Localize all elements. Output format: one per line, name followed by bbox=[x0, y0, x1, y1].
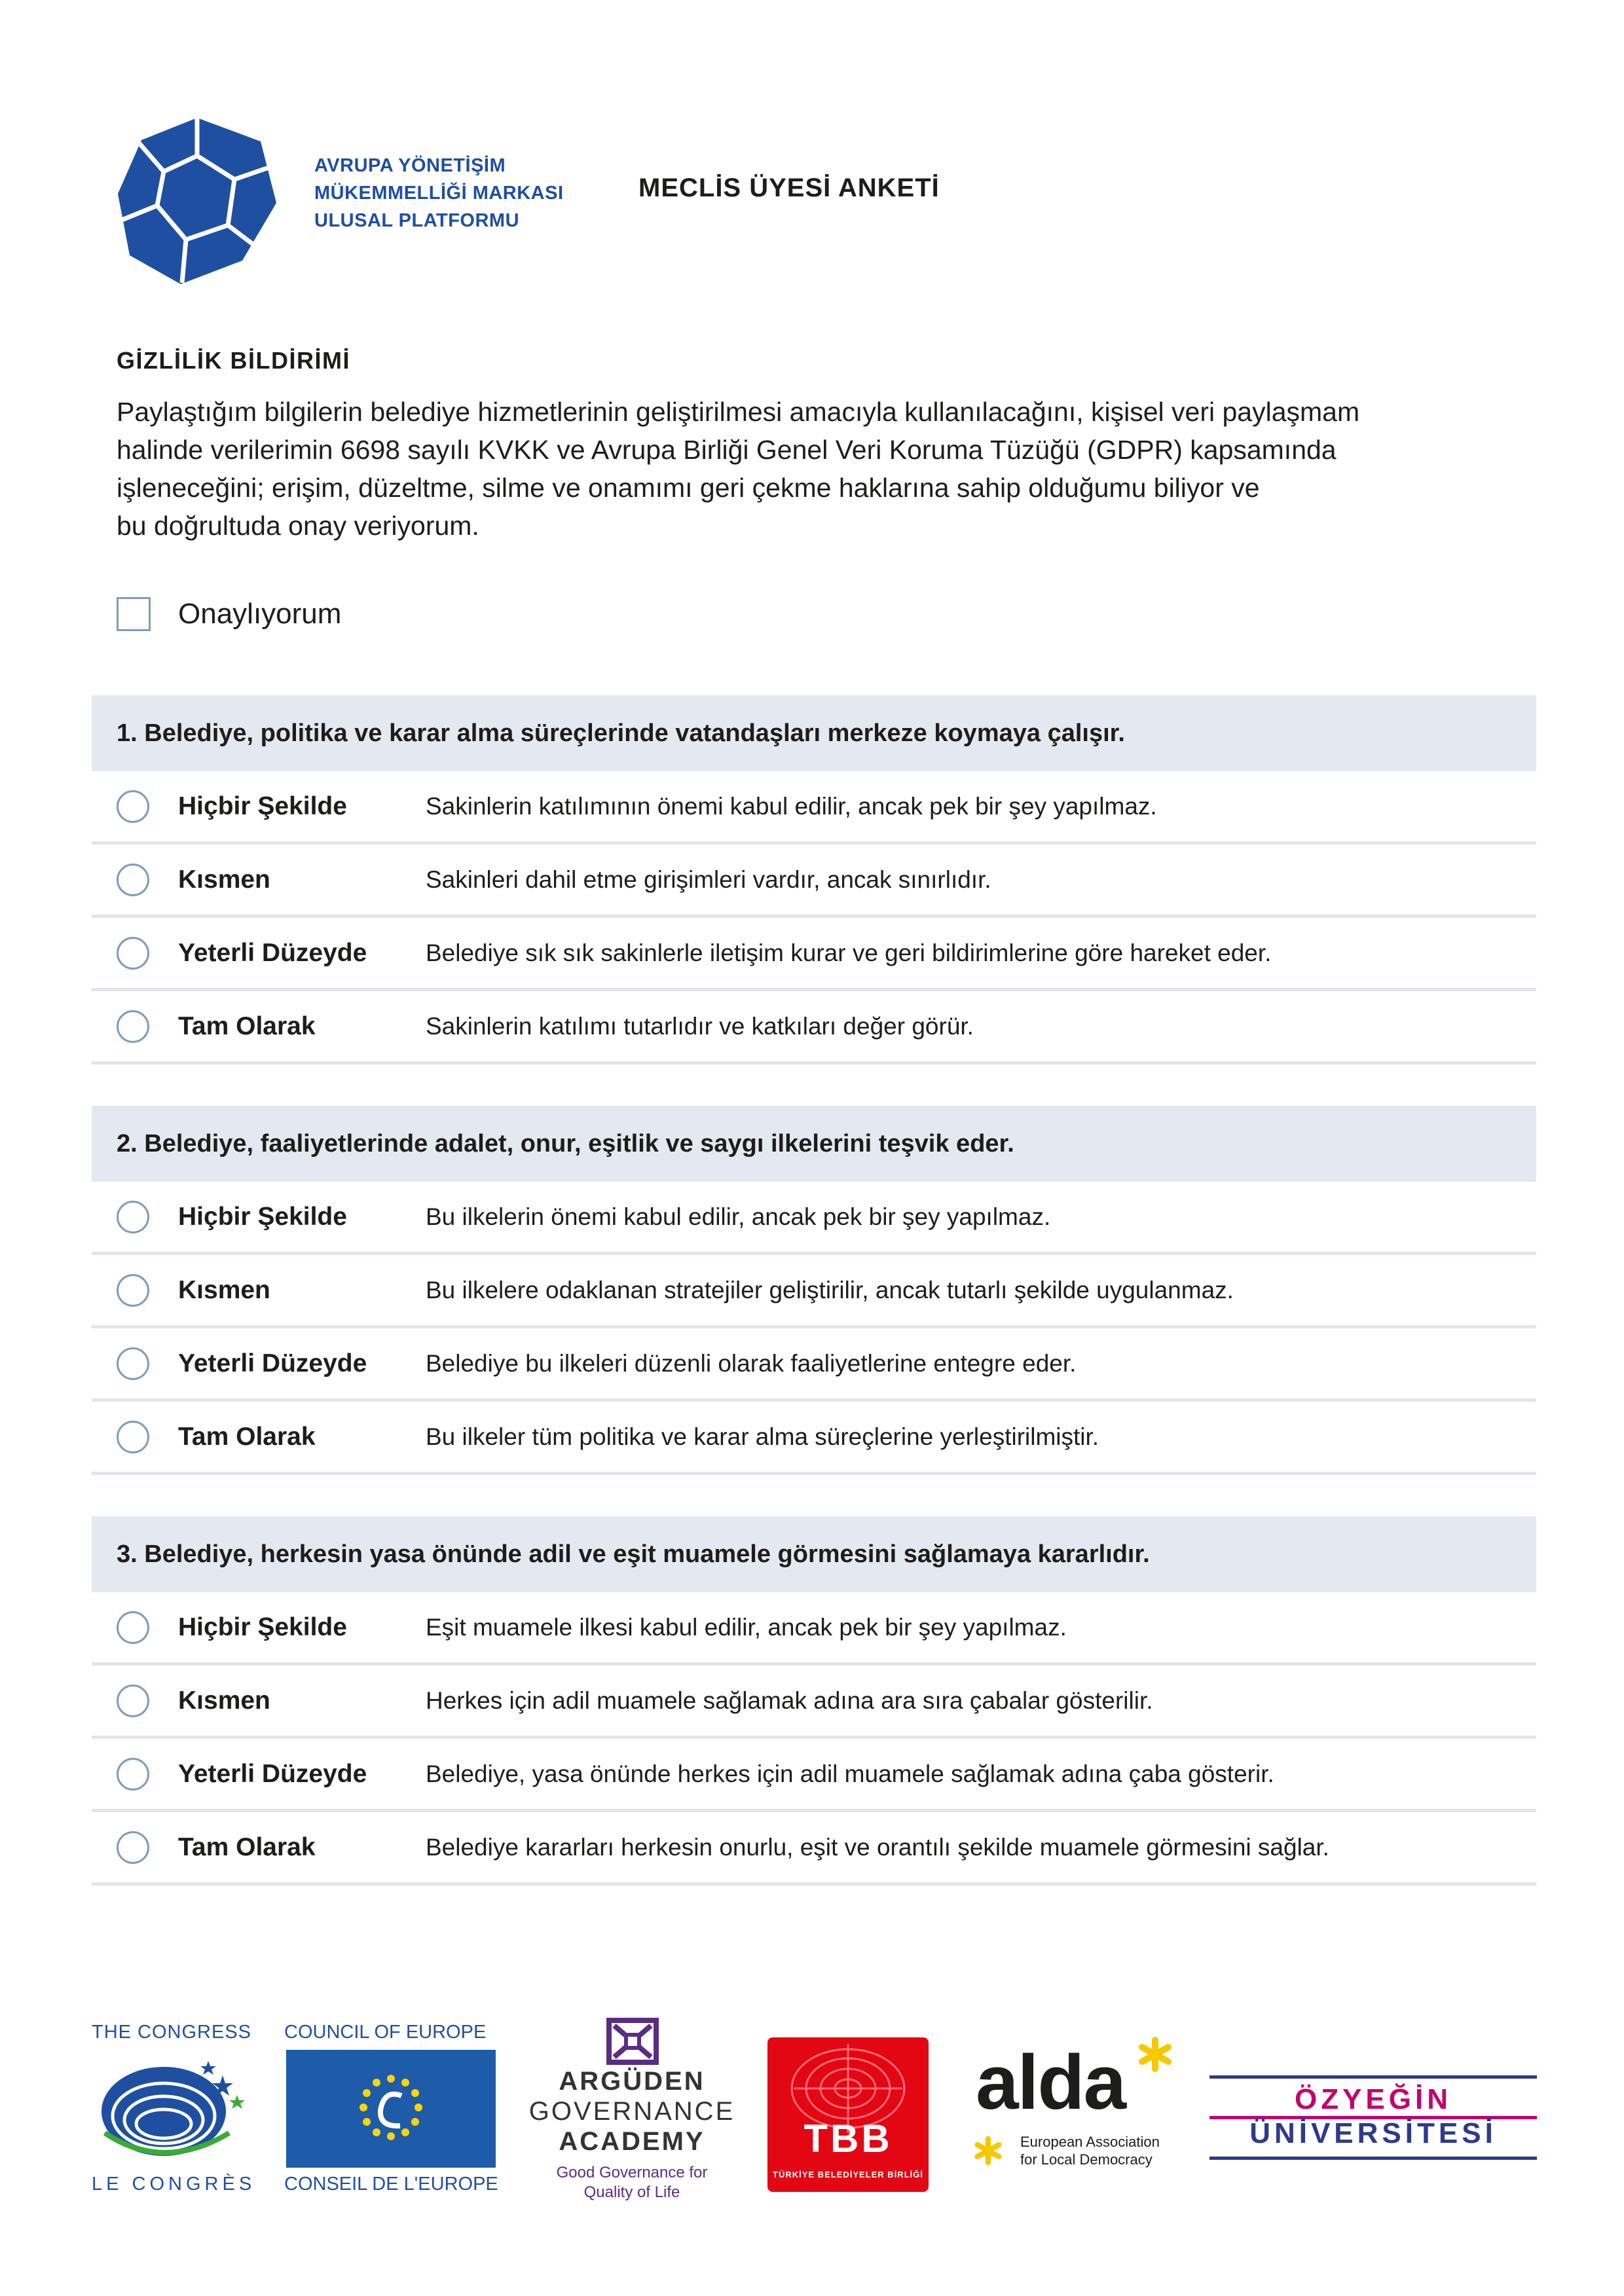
alda-small-star-icon bbox=[973, 2136, 1003, 2166]
tbb-logo bbox=[767, 2037, 929, 2192]
congress-logo-text-fr: LE CONGRÈS bbox=[92, 2174, 256, 2195]
answer-option[interactable] bbox=[92, 1255, 1536, 1328]
answer-level: Tam Olarak bbox=[178, 1832, 316, 1861]
answer-description: Sakinlerin katılımı tutarlıdır ve katkıları değer görür. bbox=[426, 1012, 974, 1040]
answer-level: Tam Olarak bbox=[178, 1011, 316, 1040]
brand-line: MÜKEMMELLİĞİ MARKASI bbox=[314, 183, 564, 204]
tbb-logo-text: TBB bbox=[803, 2117, 893, 2160]
answer-radio[interactable] bbox=[117, 864, 149, 896]
answer-description: Belediye sık sık sakinlerle iletişim kurar ve geri bildirimlerine göre hareket eder. bbox=[426, 939, 1272, 966]
answer-option[interactable] bbox=[92, 1182, 1536, 1255]
answer-option[interactable] bbox=[92, 918, 1536, 991]
answer-description: Sakinlerin katılımının önemi kabul edilir, ancak pek bir şey yapılmaz. bbox=[426, 792, 1157, 820]
answer-option[interactable] bbox=[92, 1592, 1536, 1666]
question-title: 2. Belediye, faaliyetlerinde adalet, onur, eşitlik ve saygı ilkelerini teşvik eder. bbox=[92, 1106, 1536, 1182]
answer-description: Sakinleri dahil etme girişimleri vardır, ancak sınırlıdır. bbox=[426, 866, 991, 893]
congress-logo-text-en: THE CONGRESS bbox=[92, 2022, 252, 2043]
coe-logo-text-fr: CONSEIL DE L'EUROPE bbox=[284, 2174, 498, 2195]
answer-level: Hiçbir Şekilde bbox=[178, 1613, 347, 1641]
consent-checkbox[interactable] bbox=[117, 597, 151, 631]
privacy-text bbox=[117, 393, 1492, 545]
question-title: 1. Belediye, politika ve karar alma süreçlerinde vatandaşları merkeze koymaya çalışır. bbox=[92, 695, 1536, 771]
answer-level: Kısmen bbox=[178, 1686, 270, 1715]
question-3 bbox=[92, 1516, 1536, 1886]
arguden-logo-text: ARGÜDEN bbox=[559, 2067, 705, 2096]
answer-level: Yeterli Düzeyde bbox=[178, 1349, 367, 1377]
arguden-logo-text: ACADEMY bbox=[559, 2127, 705, 2156]
answer-radio[interactable] bbox=[117, 1831, 149, 1864]
ozyegin-rule bbox=[1209, 2075, 1537, 2079]
question-title: 3. Belediye, herkesin yasa önünde adil ve eşit muamele görmesini sağlamaya kararlıdır. bbox=[92, 1516, 1536, 1592]
answer-option[interactable] bbox=[92, 1739, 1536, 1812]
question-1 bbox=[92, 695, 1536, 1065]
answer-option[interactable] bbox=[92, 1666, 1536, 1739]
answer-option[interactable] bbox=[92, 771, 1536, 845]
tbb-logo-subtitle: TÜRKİYE BELEDİYELER BİRLİĞİ bbox=[773, 2170, 923, 2179]
answer-radio[interactable] bbox=[117, 1611, 149, 1644]
answer-radio[interactable] bbox=[117, 1421, 149, 1453]
answer-radio[interactable] bbox=[117, 1274, 149, 1307]
page-title: MECLİS ÜYESİ ANKETİ bbox=[638, 173, 940, 202]
answer-description: Belediye kararları herkesin onurlu, eşit ve orantılı şekilde muamele görmesini sağlar. bbox=[426, 1833, 1329, 1861]
answer-description: Herkes için adil muamele sağlamak adına ara sıra çabalar gösterilir. bbox=[426, 1686, 1153, 1714]
answer-description: Eşit muamele ilkesi kabul edilir, ancak pek bir şey yapılmaz. bbox=[426, 1613, 1067, 1641]
arguden-logo-text: GOVERNANCE bbox=[528, 2097, 735, 2126]
privacy-heading: GİZLİLİK BİLDİRİMİ bbox=[117, 347, 350, 374]
answer-description: Belediye, yasa önünde herkes için adil muamele sağlamak adına çaba gösterir. bbox=[426, 1760, 1274, 1787]
arguden-tagline bbox=[524, 2163, 740, 2202]
arguden-tagline-line: Quality of Life bbox=[583, 2183, 680, 2201]
privacy-line: Paylaştığım bilgilerin belediye hizmetlerinin geliştirilmesi amacıyla kullanılacağını, kişisel veri paylaşmam bbox=[117, 397, 1360, 427]
answer-radio[interactable] bbox=[117, 1347, 149, 1380]
answer-level: Hiçbir Şekilde bbox=[178, 792, 347, 820]
answer-radio[interactable] bbox=[117, 937, 149, 970]
answer-radio[interactable] bbox=[117, 1201, 149, 1233]
answer-level: Hiçbir Şekilde bbox=[178, 1202, 347, 1231]
answer-option[interactable] bbox=[92, 1812, 1536, 1886]
ozyegin-logo-text: ÖZYEĞİN bbox=[1294, 2083, 1452, 2115]
brand-line: AVRUPA YÖNETİŞİM bbox=[314, 155, 506, 176]
arguden-emblem-icon bbox=[606, 2018, 659, 2065]
answer-radio[interactable] bbox=[117, 1685, 149, 1717]
answer-description: Bu ilkeler tüm politika ve karar alma süreçlerine yerleştirilmiştir. bbox=[426, 1423, 1099, 1450]
answer-radio[interactable] bbox=[117, 1010, 149, 1043]
alda-star-icon bbox=[1137, 2036, 1173, 2073]
answer-option[interactable] bbox=[92, 1328, 1536, 1402]
ozyegin-rule bbox=[1209, 2157, 1537, 2160]
answer-radio[interactable] bbox=[117, 790, 149, 823]
answer-description: Bu ilkelere odaklanan stratejiler geliştirilir, ancak tutarlı şekilde uygulanmaz. bbox=[426, 1276, 1234, 1303]
answer-level: Tam Olarak bbox=[178, 1422, 316, 1451]
alda-subtitle-line: European Association bbox=[1020, 2134, 1160, 2150]
question-2 bbox=[92, 1106, 1536, 1475]
arguden-tagline-line: Good Governance for bbox=[556, 2164, 708, 2181]
consent-label: Onaylıyorum bbox=[178, 598, 342, 630]
alda-subtitle-line: for Local Democracy bbox=[1020, 2151, 1153, 2168]
answer-description: Belediye bu ilkeleri düzenli olarak faaliyetlerine entegre eder. bbox=[426, 1349, 1077, 1377]
answer-option[interactable] bbox=[92, 1402, 1536, 1475]
consent-option[interactable] bbox=[117, 596, 341, 632]
answer-description: Bu ilkelerin önemi kabul edilir, ancak pek bir şey yapılmaz. bbox=[426, 1203, 1051, 1230]
alda-logo-subtitle bbox=[1020, 2133, 1160, 2168]
answer-level: Kısmen bbox=[178, 1275, 270, 1304]
congress-emblem-icon bbox=[98, 2056, 255, 2167]
brand-line: ULUSAL PLATFORMU bbox=[314, 210, 520, 231]
answer-level: Kısmen bbox=[178, 865, 270, 894]
answer-level: Yeterli Düzeyde bbox=[178, 938, 367, 967]
answer-option[interactable] bbox=[92, 845, 1536, 918]
coe-logo-text-en: COUNCIL OF EUROPE bbox=[284, 2022, 487, 2043]
privacy-line: işleneceğini; erişim, düzeltme, silme ve onamımı geri çekme haklarına sahip olduğumu biliyor ve bbox=[117, 473, 1260, 503]
privacy-line: halinde verilerimin 6698 sayılı KVKK ve Avrupa Birliği Genel Veri Koruma Tüzüğü (GDPR) kapsamında bbox=[117, 435, 1337, 465]
answer-level: Yeterli Düzeyde bbox=[178, 1759, 367, 1788]
answer-radio[interactable] bbox=[117, 1758, 149, 1791]
answer-option[interactable] bbox=[92, 991, 1536, 1065]
privacy-line: bu doğrultuda onay veriyorum. bbox=[117, 511, 479, 541]
coe-flag-icon bbox=[286, 2050, 496, 2168]
dodecahedron-logo-icon bbox=[115, 115, 279, 287]
brand-name bbox=[314, 152, 564, 234]
ozyegin-logo-text: ÜNİVERSİTESİ bbox=[1249, 2117, 1497, 2149]
alda-logo-text: alda bbox=[976, 2039, 1126, 2126]
